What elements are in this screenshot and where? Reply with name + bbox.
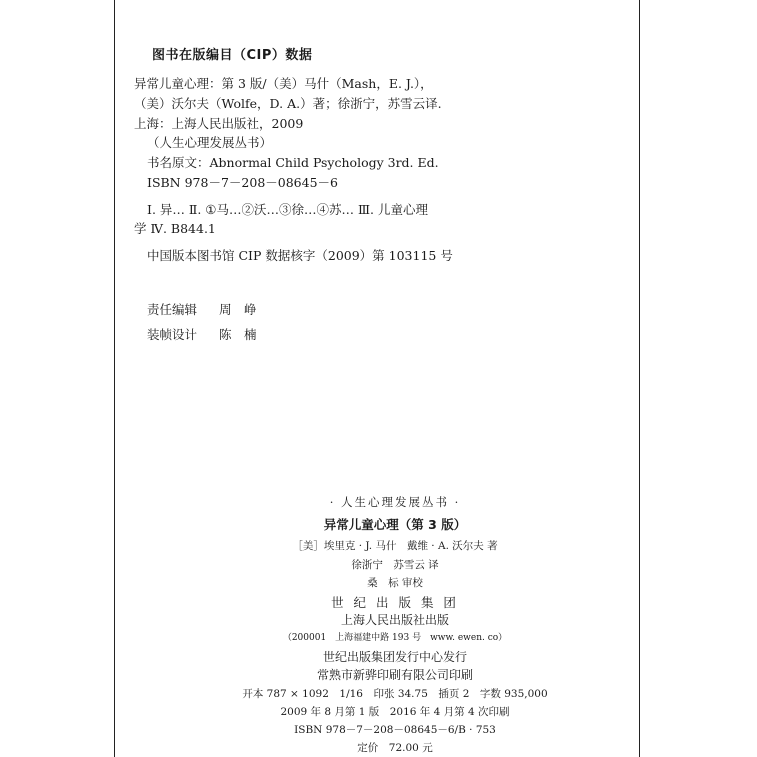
publishing-group: 世 纪 出 版 集 团	[331, 595, 459, 610]
printer: 常熟市新骅印刷有限公司印刷	[316, 668, 473, 682]
editor-label: 责任编辑	[147, 302, 198, 317]
proofreaders: 桑 标 审校	[367, 577, 423, 589]
translators: 徐浙宁 苏雪云 译	[351, 559, 439, 571]
authors: ［美］埃里克 · J. 马什 戴维 · A. 沃尔夫 著	[292, 540, 498, 552]
editor-name: 周 峥	[219, 302, 257, 317]
cip-line: Ⅰ. 异… Ⅱ. ①马…②沃…③徐…④苏… Ⅲ. 儿童心理	[147, 202, 428, 217]
cip-line: 学 Ⅳ. B844.1	[134, 221, 216, 236]
cip-title: 图书在版编目（CIP）数据	[152, 48, 313, 63]
cip-line: ISBN 978－7－208－08645－6	[147, 175, 338, 190]
designer-label: 装帧设计	[147, 327, 198, 342]
cip-line: 书名原文：Abnormal Child Psychology 3rd. Ed.	[147, 155, 439, 170]
distributor: 世纪出版集团发行中心发行	[322, 650, 467, 664]
format-specs: 开本 787 × 1092 1/16 印张 34.75 插页 2 字数 935,000	[242, 688, 548, 700]
cip-line: 上海：上海人民出版社，2009	[134, 116, 304, 131]
cip-line: （美）沃尔夫（Wolfe，D. A.）著；徐浙宁，苏雪云译.	[134, 96, 442, 111]
series-name: · 人生心理发展丛书 ·	[329, 495, 461, 509]
edition-info: 2009 年 8 月第 1 版 2016 年 4 月第 4 次印刷	[280, 706, 510, 718]
cip-line: （人生心理发展丛书）	[147, 135, 273, 150]
book-title: 异常儿童心理（第 3 版）	[323, 517, 467, 532]
publisher: 上海人民出版社出版	[340, 613, 449, 627]
price: 定价 72.00 元	[357, 742, 433, 754]
cip-line: 中国版本图书馆 CIP 数据核字（2009）第 103115 号	[147, 248, 453, 263]
colophon	[236, 0, 554, 757]
cip-line: 异常儿童心理：第 3 版/（美）马什（Mash，E. J.），	[134, 76, 433, 91]
publisher-address: （200001 上海福建中路 193 号 www. ewen. co）	[282, 633, 508, 643]
designer-name: 陈 楠	[219, 327, 257, 342]
isbn: ISBN 978－7－208－08645－6/B · 753	[294, 724, 496, 736]
